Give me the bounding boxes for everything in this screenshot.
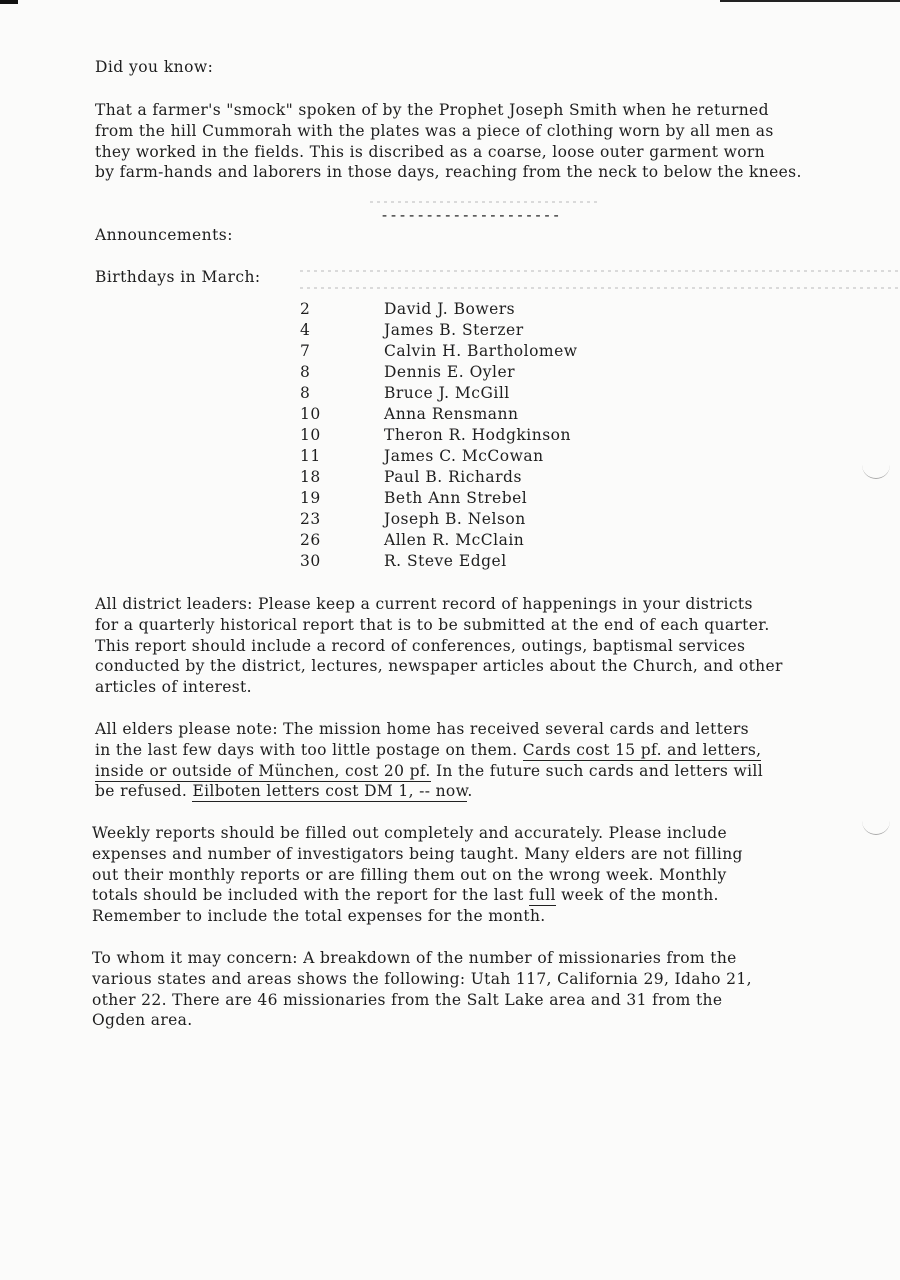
section-separator: -------------------- — [380, 206, 561, 224]
paragraph-line: from the hill Cummorah with the plates was a piece of clothing worn by all men as — [95, 121, 774, 140]
birthday-name: Joseph B. Nelson — [384, 510, 526, 528]
birthday-row — [300, 468, 660, 489]
underlined-text: Eilboten letters cost DM 1, -- now — [192, 782, 468, 801]
birthday-day: 23 — [300, 510, 321, 528]
did-you-know-heading: Did you know: — [95, 58, 214, 76]
birthday-name: Theron R. Hodgkinson — [384, 426, 571, 444]
birthday-row — [300, 321, 660, 342]
birthday-name: David J. Bowers — [384, 300, 516, 318]
text-run: week of the month. — [555, 886, 719, 905]
paragraph-line: All district leaders: Please keep a current record of happenings in your districts — [95, 595, 753, 613]
birthday-name: Calvin H. Bartholomew — [384, 342, 578, 360]
scan-edge-mark — [0, 0, 18, 4]
birthday-day: 8 — [300, 363, 311, 381]
birthday-row — [300, 489, 660, 510]
text-run: . — [467, 782, 473, 801]
paragraph-line: Ogden area. — [92, 1011, 193, 1030]
birthday-day: 10 — [300, 405, 321, 423]
birthdays-heading: Birthdays in March: — [95, 268, 261, 286]
paragraph-line: other 22. There are 46 missionaries from the Salt Lake area and 31 from the — [92, 990, 723, 1009]
birthday-row — [300, 363, 660, 384]
birthday-name: Beth Ann Strebel — [384, 489, 528, 507]
underlined-text: full — [528, 886, 556, 905]
underlined-text: inside or outside of München, cost 20 pf. — [95, 761, 431, 780]
concern-paragraph — [92, 948, 752, 1031]
scan-edge — [0, 0, 900, 6]
birthday-day: 7 — [300, 342, 311, 360]
paragraph-line: expenses and number of investigators being taught. Many elders are not filling — [92, 844, 743, 863]
birthday-day: 26 — [300, 531, 321, 549]
text-run: totals should be included with the report for the last — [92, 886, 529, 905]
birthday-day: 2 — [300, 300, 311, 318]
birthday-row — [300, 342, 660, 363]
paragraph-line: they worked in the fields. This is discribed as a coarse, loose outer garment worn — [95, 142, 765, 161]
text-run: in the last few days with too little postage on them. — [95, 740, 523, 759]
paragraph-line: various states and areas shows the following: Utah 117, California 29, Idaho 21, — [92, 969, 752, 988]
announcements-heading: Announcements: — [95, 226, 233, 244]
birthday-day: 18 — [300, 468, 321, 486]
birthday-row — [300, 447, 660, 468]
paragraph-line: Remember to include the total expenses for the month. — [92, 907, 546, 926]
birthday-row — [300, 531, 660, 552]
birthday-row — [300, 552, 660, 573]
did-you-know-paragraph — [95, 100, 802, 183]
birthday-row — [300, 300, 660, 321]
birthday-name: Allen R. McClain — [384, 531, 525, 549]
paragraph-line: All elders please note: The mission home has received several cards and letters — [95, 720, 749, 738]
birthday-name: James B. Sterzer — [384, 321, 524, 339]
punch-hole-mark — [862, 462, 890, 479]
birthday-name: Paul B. Richards — [384, 468, 522, 486]
birthday-name: R. Steve Edgel — [384, 552, 507, 570]
paragraph-line — [95, 781, 763, 802]
paragraph-line: To whom it may concern: A breakdown of the number of missionaries from the — [92, 949, 737, 967]
paragraph-line: for a quarterly historical report that is to be submitted at the end of each quarter. — [95, 615, 770, 634]
birthday-row — [300, 384, 660, 405]
paragraph-line: Weekly reports should be filled out completely and accurately. Please include — [92, 824, 728, 842]
birthday-row — [300, 405, 660, 426]
paragraph-line: out their monthly reports or are filling them out on the wrong week. Monthly — [92, 865, 727, 884]
text-run: In the future such cards and letters will — [430, 761, 764, 780]
elders-note-paragraph — [95, 719, 763, 802]
paragraph-line — [95, 740, 763, 761]
birthday-name: Anna Rensmann — [384, 405, 519, 423]
paragraph-line — [95, 761, 763, 782]
paragraph-line: That a farmer's "smock" spoken of by the Prophet Joseph Smith when he returned — [95, 101, 769, 119]
birthday-name: Bruce J. McGill — [384, 384, 510, 402]
birthday-day: 30 — [300, 552, 321, 570]
birthday-name: James C. McCowan — [384, 447, 544, 465]
birthday-day: 8 — [300, 384, 311, 402]
paragraph-line: articles of interest. — [95, 678, 252, 697]
birthday-day: 4 — [300, 321, 311, 339]
district-leaders-paragraph — [95, 594, 783, 698]
scan-artifact — [370, 201, 600, 203]
text-run: be refused. — [95, 782, 193, 801]
scan-artifact — [300, 287, 900, 289]
underlined-text: Cards cost 15 pf. and letters, — [522, 740, 762, 759]
scan-artifact — [300, 270, 900, 272]
birthday-row — [300, 426, 660, 447]
birthday-day: 11 — [300, 447, 321, 465]
weekly-reports-paragraph — [92, 823, 743, 927]
birthday-name: Dennis E. Oyler — [384, 363, 516, 381]
paragraph-line — [92, 885, 743, 906]
paragraph-line: This report should include a record of conferences, outings, baptismal services — [95, 636, 746, 655]
scan-edge-line — [720, 0, 900, 2]
birthday-day: 19 — [300, 489, 321, 507]
punch-hole-mark — [862, 818, 890, 835]
paragraph-line: conducted by the district, lectures, newspaper articles about the Church, and other — [95, 657, 783, 676]
birthday-day: 10 — [300, 426, 321, 444]
birthday-row — [300, 510, 660, 531]
paragraph-line: by farm-hands and laborers in those days, reaching from the neck to below the knees. — [95, 163, 802, 182]
